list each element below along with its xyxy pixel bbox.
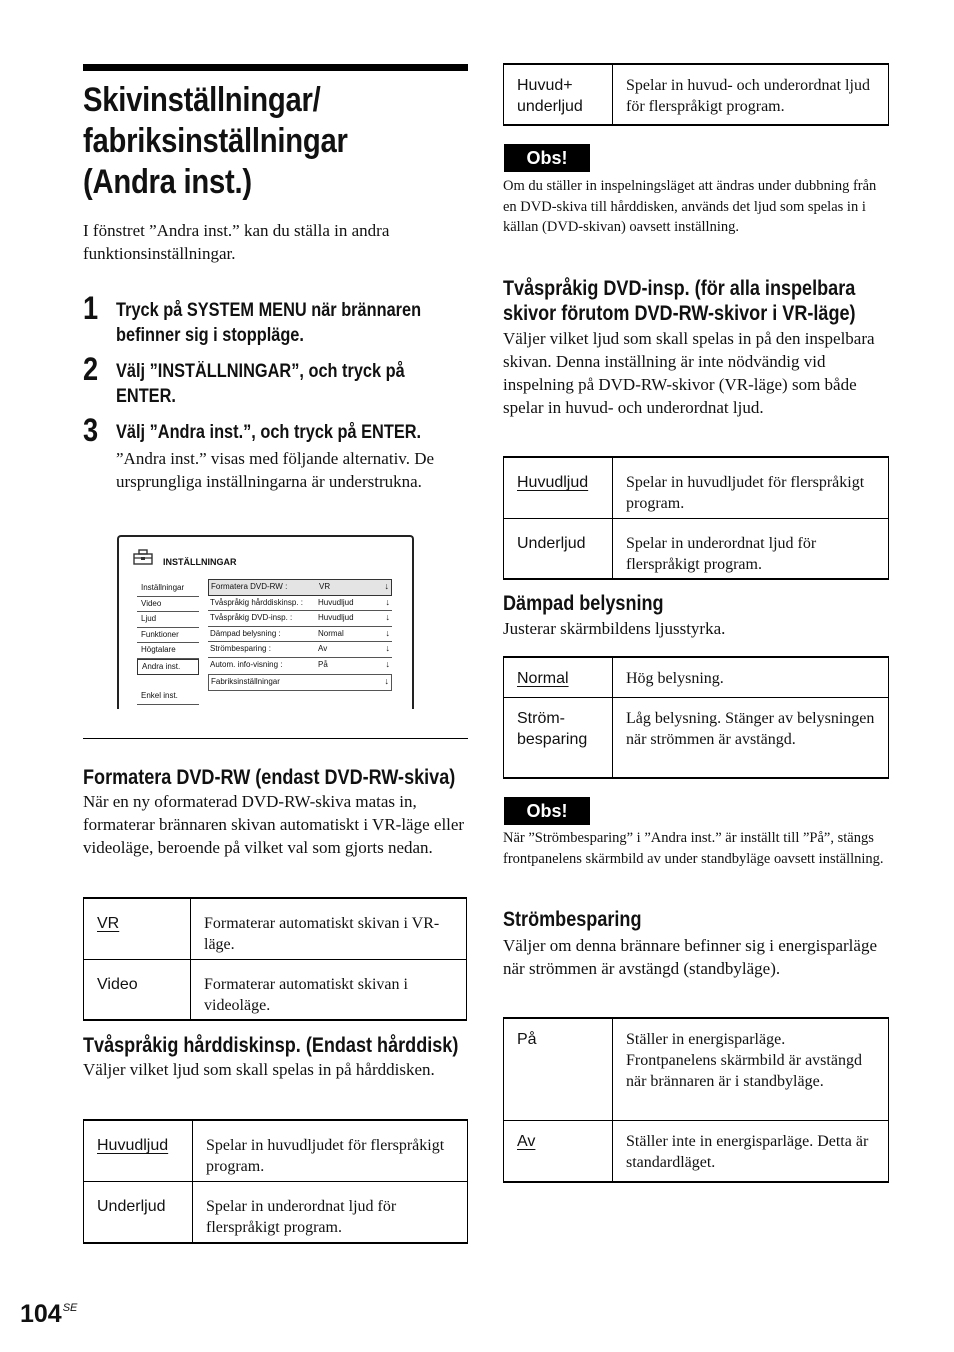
osd-menu-item[interactable]: Högtalare xyxy=(137,643,199,659)
osd-option-label: Formatera DVD-RW : xyxy=(211,582,288,591)
osd-option-label: Fabriksinställningar xyxy=(211,677,280,686)
step-1-line-1: Tryck på SYSTEM MENU när brännaren xyxy=(116,300,422,321)
heading-formatera: Formatera DVD-RW (endast DVD-RW-skiva) xyxy=(83,766,456,789)
toolbox-icon xyxy=(133,549,153,565)
osd-option-row[interactable] xyxy=(208,627,392,643)
osd-menu-item[interactable]: Enkel inst. xyxy=(137,689,199,705)
title-rule xyxy=(83,64,468,71)
osd-menu-item-selected[interactable]: Andra inst. xyxy=(137,659,199,676)
arrow-down-icon: ↓ xyxy=(385,658,390,669)
table-row xyxy=(84,1181,468,1243)
page-language-code: SE xyxy=(62,1302,78,1314)
option-key: Huvud+ underljud xyxy=(504,64,613,125)
dvd-body: Väljer vilket ljud som skall spelas in på den inspelbara skivan. Denna inställning är inte nödvändig vid inspelning på DVD-RW-skivor (VR-läge) som både spelar in huvud- och underordnat ljud. xyxy=(503,329,875,417)
option-key: Normal xyxy=(517,670,569,687)
section-divider xyxy=(83,738,468,739)
osd-option-row[interactable] xyxy=(208,579,392,596)
title-line-2: fabriksinställningar xyxy=(83,122,348,160)
option-key: Underljud xyxy=(84,1181,193,1243)
osd-option-row[interactable] xyxy=(208,611,392,627)
table-row xyxy=(84,898,467,959)
osd-option-label: Autom. info-visning : xyxy=(210,659,283,669)
heading-hdd: Tvåspråkig hårddiskinsp. (Endast hårddisk) xyxy=(83,1034,459,1057)
option-key: Huvudljud xyxy=(517,474,589,491)
osd-option-value: VR xyxy=(319,582,331,591)
option-desc: Hög belysning. xyxy=(613,657,889,697)
osd-option-label: Strömbesparing : xyxy=(210,644,271,653)
osd-menu-item[interactable]: Ljud xyxy=(137,612,199,628)
osd-menu-item[interactable]: Video xyxy=(137,597,199,613)
page-number-value: 104 xyxy=(20,1300,62,1328)
option-key: VR xyxy=(97,915,120,932)
dampad-body: Justerar skärmbildens ljusstyrka. xyxy=(503,619,726,638)
page-number xyxy=(20,1300,77,1329)
strom-body: Väljer om denna brännare befinner sig i energisparläge när strömmen är avstängd (standbyläge). xyxy=(503,936,877,978)
option-key: Huvudljud xyxy=(97,1137,169,1154)
title-line-1: Skivinställningar/ xyxy=(83,81,321,119)
option-desc: Spelar in underordnat ljud för flerspråkigt program. xyxy=(613,518,889,579)
obs-badge: Obs! xyxy=(504,797,590,825)
osd-menu-item[interactable]: Funktioner xyxy=(137,628,199,644)
osd-option-label: Tvåspråkig hårddiskinsp. : xyxy=(210,597,303,607)
osd-title: INSTÄLLNINGAR xyxy=(163,557,237,567)
osd-option-value: På xyxy=(318,659,328,669)
osd-option-label: Dämpad belysning : xyxy=(210,628,281,638)
step-3-line-1: Välj ”Andra inst.”, och tryck på ENTER. xyxy=(116,422,422,443)
arrow-down-icon: ↓ xyxy=(385,643,390,653)
dampad-table xyxy=(503,656,889,779)
option-key: Video xyxy=(84,959,191,1020)
heading-dampad: Dämpad belysning xyxy=(503,592,664,615)
arrow-down-icon: ↓ xyxy=(384,581,389,591)
option-desc: Ställer inte in energisparläge. Detta är standardläget. xyxy=(613,1120,889,1182)
option-desc: Formaterar automatiskt skivan i VR-läge. xyxy=(191,898,467,959)
step-3-body: ”Andra inst.” visas med följande alternativ. De ursprungliga inställningarna är understrukna. xyxy=(116,449,435,491)
step-3-text xyxy=(116,420,421,445)
osd-option-row[interactable] xyxy=(208,674,392,691)
osd-option-row[interactable] xyxy=(208,596,392,612)
obs-badge: Obs! xyxy=(504,144,590,172)
hdd-table xyxy=(83,1119,468,1244)
hdd-table-continued xyxy=(503,63,889,126)
option-desc: Spelar in huvud- och underordnat ljud för flerspråkigt program. xyxy=(613,64,889,125)
option-key: Underljud xyxy=(504,518,613,579)
arrow-down-icon: ↓ xyxy=(385,627,390,638)
arrow-down-icon: ↓ xyxy=(384,676,389,686)
osd-option-value: Huvudljud xyxy=(318,613,354,622)
arrow-down-icon: ↓ xyxy=(385,596,390,607)
step-1-text xyxy=(116,298,421,348)
table-row xyxy=(504,657,889,697)
table-row xyxy=(504,457,889,518)
osd-option-label: Tvåspråkig DVD-insp. : xyxy=(210,613,293,622)
table-row xyxy=(504,1120,889,1182)
option-desc: Ställer in energisparläge. Frontpanelens skärmbild är avstängd när brännaren är i standbyläge. xyxy=(613,1018,889,1120)
table-row xyxy=(504,1018,889,1120)
step-number-3: 3 xyxy=(83,412,99,448)
osd-menu-item[interactable]: Inställningar xyxy=(137,581,199,597)
heading-dvd-line-2: skivor förutom DVD-RW-skivor i VR-läge) xyxy=(503,302,856,325)
osd-option-row[interactable] xyxy=(208,658,392,673)
table-row xyxy=(504,518,889,579)
heading-dvd xyxy=(503,276,856,326)
formatera-table xyxy=(83,897,467,1021)
option-key: På xyxy=(504,1018,613,1120)
osd-option-value: Av xyxy=(318,644,328,653)
step-number-2: 2 xyxy=(83,351,99,387)
table-row xyxy=(504,64,889,125)
formatera-body: När en ny oformaterad DVD-RW-skiva matas in, formaterar brännaren skivan automatiskt i VR-läge eller videoläge, beroende på vilket val som gjorts nedan. xyxy=(83,792,465,857)
step-1-line-2: befinner sig i stoppläge. xyxy=(116,325,304,346)
table-row xyxy=(504,697,889,778)
arrow-down-icon: ↓ xyxy=(385,612,390,622)
dvd-table xyxy=(503,456,889,580)
title-line-3: (Andra inst.) xyxy=(83,163,252,201)
obs-note-1: Om du ställer in inspelningsläget att ändras under dubbning från en DVD-skiva till hårddisken, används det ljud som spelas in i källan (DVD-skivan) oavsett inställning. xyxy=(503,178,877,235)
table-row xyxy=(84,959,467,1020)
step-2-text xyxy=(116,359,405,409)
step-2-line-2: ENTER. xyxy=(116,386,176,407)
option-desc: Låg belysning. Stänger av belysningen när strömmen är avstängd. xyxy=(613,697,889,778)
obs-note-2: När ”Strömbesparing” i ”Andra inst.” är inställt till ”På”, stängs frontpanelens skärmbild av under standbyläge oavsett inställning. xyxy=(503,830,884,867)
step-2-line-1: Välj ”INSTÄLLNINGAR”, och tryck på xyxy=(116,361,405,382)
page-title xyxy=(83,80,348,203)
option-desc: Spelar in huvudljudet för flerspråkigt program. xyxy=(193,1120,468,1181)
osd-option-value: Huvudljud xyxy=(318,597,354,607)
osd-option-row[interactable] xyxy=(208,642,392,658)
step-number-1: 1 xyxy=(83,290,99,326)
table-row xyxy=(84,1120,468,1181)
osd-option-value: Normal xyxy=(318,628,344,638)
strom-table xyxy=(503,1017,889,1183)
hdd-body: Väljer vilket ljud som skall spelas in på hårddisken. xyxy=(83,1060,435,1079)
heading-dvd-line-1: Tvåspråkig DVD-insp. (för alla inspelbara xyxy=(503,277,856,300)
option-key: Av xyxy=(517,1132,536,1150)
heading-strom: Strömbesparing xyxy=(503,908,642,931)
osd-options xyxy=(208,579,392,691)
option-desc: Spelar in huvudljudet för flerspråkigt program. xyxy=(613,457,889,518)
option-desc: Formaterar automatiskt skivan i videoläge. xyxy=(191,959,467,1020)
osd-menu xyxy=(137,581,199,705)
option-key: Ström- besparing xyxy=(504,697,613,778)
settings-screen-illustration xyxy=(117,535,414,709)
intro-text: I fönstret ”Andra inst.” kan du ställa in andra funktionsinställningar. xyxy=(83,221,390,263)
option-desc: Spelar in underordnat ljud för flerspråkigt program. xyxy=(193,1181,468,1243)
